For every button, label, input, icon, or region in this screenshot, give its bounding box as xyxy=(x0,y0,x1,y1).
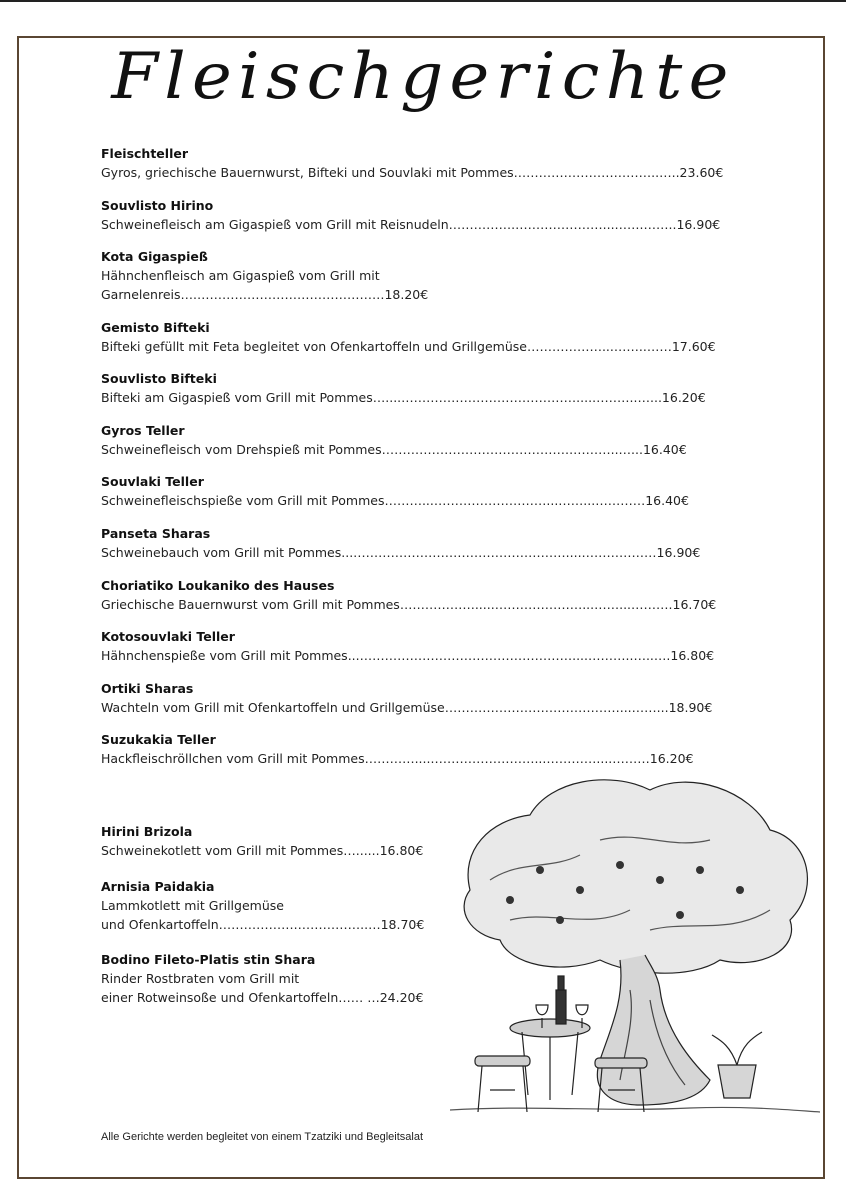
menu-item-souvlisto-hirino xyxy=(101,196,720,234)
item-name: Kota Gigaspieß xyxy=(101,249,208,264)
item-name: Bodino Fileto-Platis stin Shara xyxy=(101,952,316,967)
item-name: Suzukakia Teller xyxy=(101,732,216,747)
menu-item-choriatiko-loukaniko xyxy=(101,576,716,614)
menu-item-panseta-sharas xyxy=(101,524,700,562)
item-description-line-2: und Ofenkartoffeln……………….……………..…18.70€ xyxy=(101,917,425,932)
item-description: Gyros, griechische Bauernwurst, Bifteki und Souvlaki mit Pommes……………………………..…..23.60€ xyxy=(101,165,724,180)
item-description: Bifteki gefüllt mit Feta begleitet von Ofenkartoffeln und Grillgemüse………………...……..……17.60€ xyxy=(101,339,716,354)
menu-item-hirini-brizola xyxy=(101,822,423,860)
item-name: Arnisia Paidakia xyxy=(101,879,215,894)
item-name: Souvlisto Hirino xyxy=(101,198,214,213)
item-name: Gyros Teller xyxy=(101,423,185,438)
item-name: Panseta Sharas xyxy=(101,526,211,541)
menu-item-bodino-fileto xyxy=(101,950,423,1007)
item-name: Fleischteller xyxy=(101,146,188,161)
menu-item-gyros-teller xyxy=(101,421,687,459)
item-name: Hirini Brizola xyxy=(101,824,193,839)
item-description: Rinder Rostbraten vom Grill mit xyxy=(101,971,300,986)
menu-item-souvlaki-teller xyxy=(101,472,689,510)
item-name: Ortiki Sharas xyxy=(101,681,194,696)
item-description: Wachteln vom Grill mit Ofenkartoffeln und Grillgemüse……………………………………...……...18.90€ xyxy=(101,700,713,715)
item-description-line-2: einer Rotweinsoße und Ofenkartoffeln…… …24.20€ xyxy=(101,990,424,1005)
item-name: Souvlisto Bifteki xyxy=(101,371,217,386)
item-description: Lammkotlett mit Grillgemüse xyxy=(101,898,284,913)
menu-item-souvlisto-bifteki xyxy=(101,369,706,407)
item-description: Schweinefleischspieße vom Grill mit Pommes………...………………………...……...…………16.40€ xyxy=(101,493,689,508)
item-description: Schweinefleisch vom Drehspieß mit Pommes……………………………………….………..…...16.40€ xyxy=(101,442,687,457)
item-description: Griechische Bauernwurst vom Grill mit Pommes……………….....…………………...……...……….16.70€ xyxy=(101,597,717,612)
item-description: Bifteki am Gigaspieß vom Grill mit Pommes…....……………………………………....………..…...16.20€ xyxy=(101,390,706,405)
item-description: Schweinefleisch am Gigaspieß vom Grill mit Reisnudeln…………….…………………...…….……..16.90€ xyxy=(101,217,721,232)
menu-item-ortiki-sharas xyxy=(101,679,712,717)
menu-item-kota-gigaspiess xyxy=(101,247,428,304)
item-description: Hackfleischröllchen vom Grill mit Pommes………….....……………………...…………....………16.20€ xyxy=(101,751,694,766)
item-description: Hähnchenfleisch am Gigaspieß vom Grill mit xyxy=(101,268,380,283)
item-name: Kotosouvlaki Teller xyxy=(101,629,235,644)
item-description: Schweinekotlett vom Grill mit Pommes…......16.80€ xyxy=(101,843,424,858)
top-border-line xyxy=(0,0,846,2)
menu-item-kotosouvlaki-teller xyxy=(101,627,714,665)
item-name: Choriatiko Loukaniko des Hauses xyxy=(101,578,335,593)
item-name: Gemisto Bifteki xyxy=(101,320,210,335)
item-description: Schweinebauch vom Grill mit Pommes...……………………………………………....………………16.90€ xyxy=(101,545,701,560)
item-description: Hähnchenspieße vom Grill mit Pommes...……………………………………………....………..…..….16.80€ xyxy=(101,648,715,663)
footnote: Alle Gerichte werden begleitet von einem Tzatziki und Begleitsalat xyxy=(101,1131,424,1143)
menu-item-arnisia-paidakia xyxy=(101,877,424,934)
menu-item-fleischteller xyxy=(101,144,723,182)
page-title: Fleischgerichte xyxy=(111,40,735,114)
menu-item-gemisto-bifteki xyxy=(101,318,716,356)
item-name: Souvlaki Teller xyxy=(101,474,204,489)
item-description-line-2: Garnelenreis….………………………………………18.20€ xyxy=(101,287,429,302)
olive-tree-illustration xyxy=(450,760,820,1140)
